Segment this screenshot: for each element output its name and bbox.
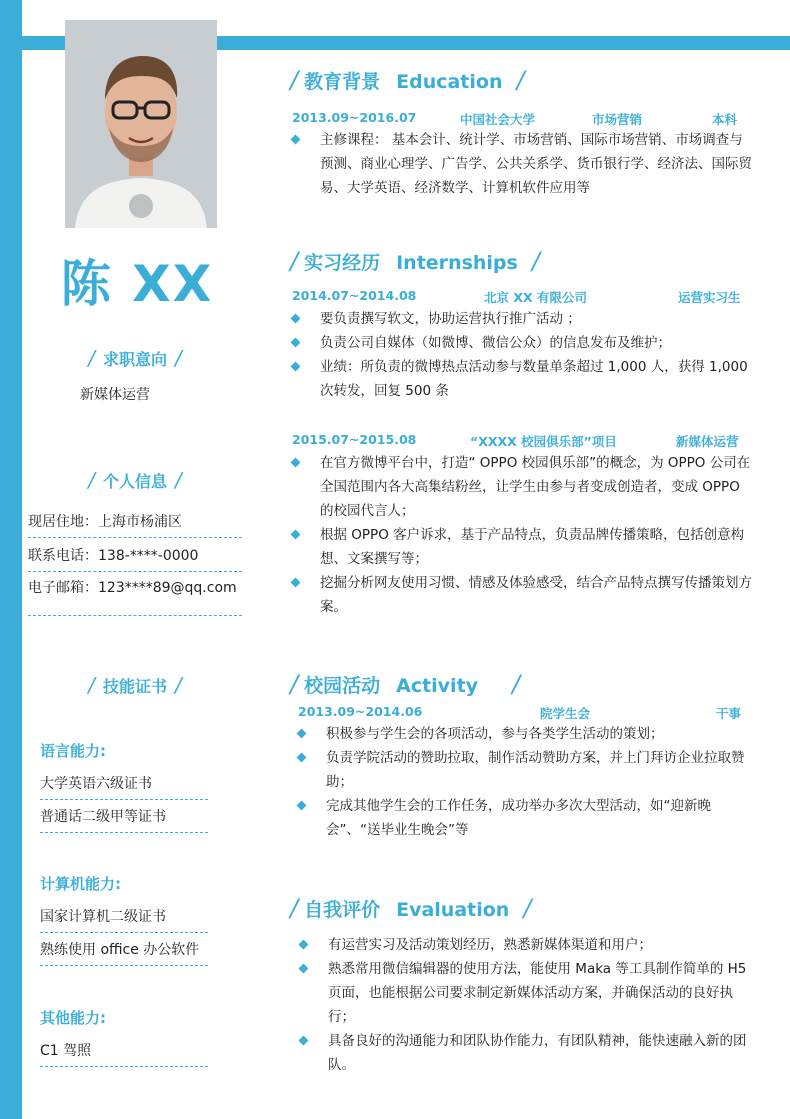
diamond-icon [291, 362, 301, 372]
skill-item: 国家计算机二级证书 [40, 906, 208, 933]
list-item-text: 负责学院活动的赞助拉取，制作活动赞助方案，并上门拜访企业拉取赞助； [326, 750, 745, 790]
list-item [292, 571, 752, 619]
job-date: 2015.07~2015.08 [292, 432, 417, 447]
list-item [292, 451, 752, 523]
skill-item: 普通话二级甲等证书 [40, 806, 208, 833]
list-item-text: 业绩：所负责的微博热点活动参与数量单条超过 1,000 人，获得 1,000 次转发，回复 500 条 [320, 359, 748, 399]
list-item [292, 523, 752, 571]
skill-item: C1 驾照 [40, 1040, 208, 1067]
list-item-text: 在官方微博平台中，打造“ OPPO 校园俱乐部”的概念，为 OPPO 公司在全国范围内各大高集结粉丝，让学生由参与者变成创造者，变成 OPPO 的校园代言人； [320, 455, 751, 519]
internships-title-cn: 实习经历 [304, 252, 381, 274]
list-item-text: 熟悉常用微信编辑器的使用方法，能使用 Maka 等工具制作简单的 H5 页面，也能根据公司要求制定新媒体活动方案，并确保活动的良好执行； [328, 961, 747, 1025]
info-heading-label: 个人信息 [102, 472, 167, 491]
list-item [292, 128, 752, 200]
list-item-text: 负责公司自媒体（如微博、微信公众）的信息发布及维护； [320, 335, 671, 351]
diamond-icon [297, 729, 307, 739]
skill-group-title: 其他能力: [40, 1009, 106, 1027]
evaluation-title-cn: 自我评价 [304, 899, 381, 921]
activity-title-en: Activity [396, 675, 479, 697]
portrait-illustration [65, 20, 217, 228]
list-item [300, 1029, 752, 1077]
candidate-name: 陈 XX [60, 255, 214, 313]
job-role: 新媒体运营 [676, 434, 739, 449]
diamond-icon [297, 801, 307, 811]
list-item-text: 完成其他学生会的工作任务，成功举办多次大型活动，如“迎新晚会”、“送毕业生晚会”等 [326, 798, 711, 838]
list-item [298, 746, 752, 794]
diamond-icon [291, 530, 301, 540]
diamond-icon [291, 314, 301, 324]
education-title-en: Education [396, 71, 503, 93]
job-company: “XXXX 校园俱乐部”项目 [470, 434, 617, 449]
diamond-icon [297, 753, 307, 763]
info-heading: / 个人信息 / [88, 468, 182, 492]
intent-value: 新媒体运营 [80, 387, 150, 403]
education-major: 市场营销 [592, 112, 643, 127]
diamond-icon [291, 578, 301, 588]
list-item-text: 具备良好的沟通能力和团队协作能力，有团队精神，能快速融入新的团队。 [328, 1033, 747, 1073]
education-title: / 教育背景 Education / [290, 66, 525, 94]
skill-item: 熟练使用 office 办公软件 [40, 939, 208, 966]
skills-heading-label: 技能证书 [102, 677, 167, 696]
internships-title-en: Internships [396, 252, 518, 274]
evaluation-title-en: Evaluation [396, 899, 510, 921]
evaluation-title: / 自我评价 Evaluation / [290, 894, 532, 922]
job-role: 运营实习生 [678, 290, 741, 305]
email-row: 电子邮箱：123****89@qq.com [28, 577, 242, 616]
diamond-icon [299, 964, 309, 974]
list-item-text: 根据 OPPO 客户诉求，基于产品特点，负责品牌传播策略，包括创意构想、文案撰写等； [320, 527, 745, 567]
list-item [300, 957, 752, 1029]
diamond-icon [299, 940, 309, 950]
phone-row: 联系电话：138-****-0000 [28, 545, 242, 572]
list-item-text: 主修课程： 基本会计、统计学、市场营销、国际市场营销、市场调查与预测、商业心理学、广告学、公共关系学、货币银行学、经济法、国际贸易、大学英语、经济数学、计算机软件应用等 [320, 132, 752, 196]
diamond-icon [299, 1036, 309, 1046]
education-date: 2013.09~2016.07 [292, 110, 417, 125]
list-item-text: 积极参与学生会的各项活动，参与各类学生活动的策划； [326, 726, 664, 742]
list-item [292, 307, 752, 331]
skill-item: 大学英语六级证书 [40, 773, 208, 800]
internships-title: / 实习经历 Internships / [290, 247, 540, 275]
list-item-text: 要负责撰写软文，协助运营执行推广活动 ； [320, 311, 581, 327]
list-item [298, 722, 752, 746]
education-degree: 本科 [712, 112, 738, 127]
job-company: 北京 XX 有限公司 [484, 290, 587, 305]
diamond-icon [291, 458, 301, 468]
activity-title: / 校园活动 Activity / [290, 670, 521, 698]
portrait-photo [65, 20, 217, 228]
skill-group-title: 计算机能力: [40, 875, 121, 893]
job-date: 2014.07~2014.08 [292, 288, 417, 303]
activity-org: 院学生会 [540, 706, 591, 721]
activity-date: 2013.09~2014.06 [298, 704, 423, 719]
list-item [298, 794, 752, 842]
list-item [300, 933, 752, 957]
address-row: 现居住地：上海市杨浦区 [28, 511, 242, 538]
intent-heading-label: 求职意向 [102, 350, 167, 369]
list-item-text: 有运营实习及活动策划经历，熟悉新媒体渠道和用户； [328, 937, 652, 953]
left-accent-bar [0, 0, 22, 1119]
activity-title-cn: 校园活动 [304, 675, 381, 697]
activity-role: 干事 [716, 706, 742, 721]
education-title-cn: 教育背景 [304, 71, 381, 93]
list-item [292, 331, 752, 355]
diamond-icon [291, 135, 301, 145]
list-item [292, 355, 752, 403]
intent-heading: / 求职意向 / [88, 346, 182, 370]
diamond-icon [291, 338, 301, 348]
list-item-text: 挖掘分析网友使用习惯、情感及体验感受，结合产品特点撰写传播策划方案。 [320, 575, 752, 615]
skill-group-title: 语言能力: [40, 742, 106, 760]
education-school: 中国社会大学 [460, 112, 536, 127]
skills-heading: / 技能证书 / [88, 673, 182, 697]
